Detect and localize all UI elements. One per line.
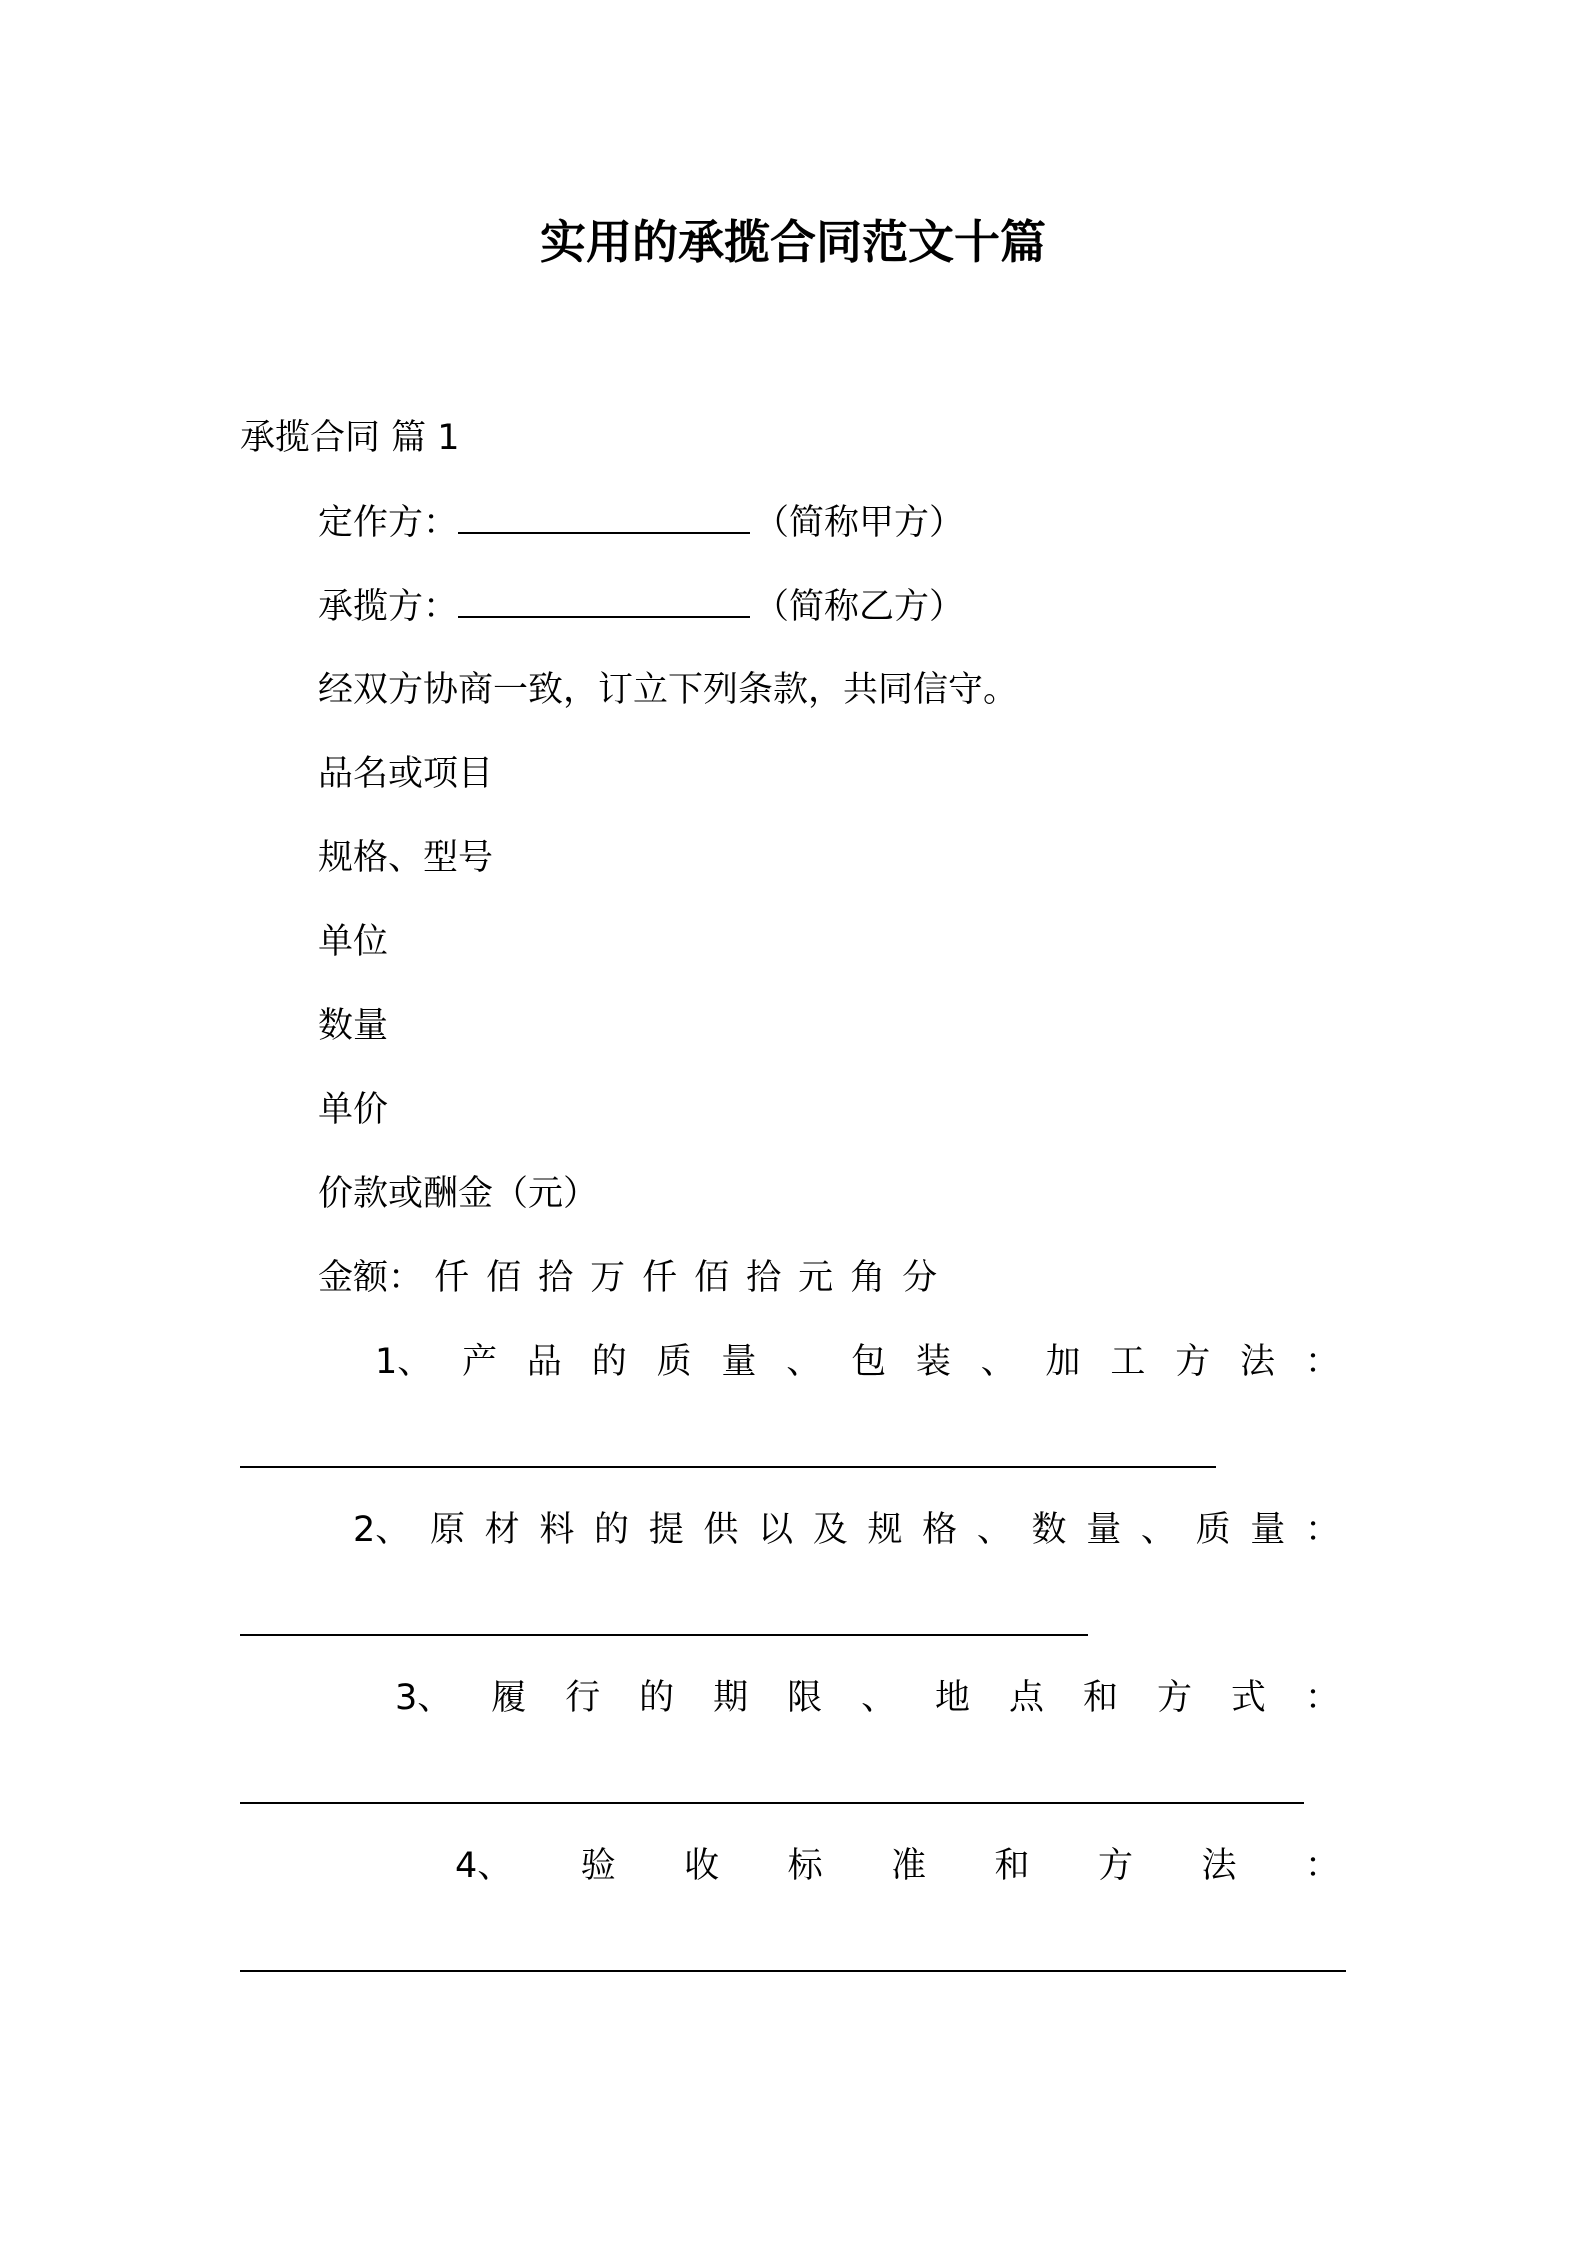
clause-char: 、 [980,1342,1016,1382]
clause-number: 2、 [353,1510,411,1550]
amount-unit: 元 [798,1258,834,1298]
clause-char: 、 [861,1678,897,1718]
clause-4-blank-line [240,1970,1346,1972]
clause-3-blank-line [240,1802,1304,1804]
clause-char: ： [1304,1510,1340,1550]
clause-char: 点 [1009,1678,1045,1718]
clause-char: 、 [786,1342,822,1382]
clause-char: ： [1304,1678,1340,1718]
clause-char: 材 [484,1510,520,1550]
clause-char: 质 [656,1342,692,1382]
document-title: 实用的承揽合同范文十篇 [540,215,1046,269]
clause-char: ： [1304,1342,1340,1382]
field-spec-model: 规格、型号 [318,838,494,878]
party-b-line [318,582,964,631]
clause-char: 式 [1230,1678,1266,1718]
clause-char: 量 [1250,1510,1286,1550]
clause-number: 4、 [455,1846,513,1886]
clause-char: 产 [462,1342,498,1382]
clause-char: 提 [648,1510,684,1550]
amount-unit: 仟 [642,1258,678,1298]
amount-unit: 佰 [486,1258,522,1298]
clause-char: 加 [1045,1342,1081,1382]
clause-char: 原 [429,1510,465,1550]
clause-char: 和 [994,1846,1030,1886]
amount-unit: 角 [850,1258,886,1298]
clause-char: 及 [812,1510,848,1550]
clause-2 [240,1506,1340,1554]
amount-unit: 万 [590,1258,626,1298]
amount-line [318,1254,954,1302]
clause-char: 行 [565,1678,601,1718]
clause-char: 履 [491,1678,527,1718]
clause-2-blank-line [240,1634,1088,1636]
clause-char: 量 [721,1342,757,1382]
amount-unit: 佰 [694,1258,730,1298]
clause-char: 准 [891,1846,927,1886]
clause-char: 工 [1110,1342,1146,1382]
clause-char: 标 [787,1846,823,1886]
party-b-blank [458,582,750,618]
clause-char: 品 [526,1342,562,1382]
clause-char: 、 [1140,1510,1176,1550]
party-a-blank [458,498,750,534]
clause-char: 限 [787,1678,823,1718]
clause-3 [240,1674,1340,1722]
clause-char: 法 [1240,1342,1276,1382]
amount-unit: 拾 [538,1258,574,1298]
clause-1 [240,1338,1340,1386]
clause-char: 方 [1097,1846,1133,1886]
field-price-or-fee: 价款或酬金（元） [318,1174,599,1214]
party-b-label: 承揽方： [318,587,459,627]
clause-char: 方 [1156,1678,1192,1718]
field-unit: 单位 [318,922,389,962]
clause-char: ： [1304,1846,1340,1886]
clause-char: 供 [703,1510,739,1550]
party-a-line [318,498,964,547]
amount-label: 金额： [318,1258,424,1298]
field-unit-price: 单价 [318,1090,389,1130]
clause-char: 包 [851,1342,887,1382]
clause-char: 的 [594,1510,630,1550]
amount-units [434,1254,954,1302]
amount-unit: 分 [902,1258,938,1298]
party-a-label: 定作方： [318,503,459,543]
field-quantity: 数量 [318,1006,389,1046]
clause-char: 的 [639,1678,675,1718]
clause-char: 以 [758,1510,794,1550]
clause-char: 质 [1195,1510,1231,1550]
field-item-name: 品名或项目 [318,754,494,794]
clause-char: 方 [1175,1342,1211,1382]
clause-char: 地 [935,1678,971,1718]
clause-char: 和 [1082,1678,1118,1718]
clause-char: 装 [915,1342,951,1382]
clause-char: 量 [1086,1510,1122,1550]
party-b-suffix: （简称乙方） [754,587,965,627]
clause-char: 料 [539,1510,575,1550]
clause-char: 法 [1201,1846,1237,1886]
section-heading: 承揽合同 篇 1 [240,418,460,458]
amount-unit: 仟 [434,1258,470,1298]
amount-unit: 拾 [746,1258,782,1298]
clause-char: 、 [976,1510,1012,1550]
clause-char: 规 [867,1510,903,1550]
clause-char: 的 [591,1342,627,1382]
clause-char: 格 [922,1510,958,1550]
clause-number: 1、 [375,1342,433,1382]
clause-4 [240,1842,1340,1890]
agreement-text: 经双方协商一致，订立下列条款，共同信守。 [318,670,1019,710]
clause-char: 期 [713,1678,749,1718]
clause-1-blank-line [240,1466,1216,1468]
clause-char: 收 [684,1846,720,1886]
clause-char: 数 [1031,1510,1067,1550]
clause-char: 验 [580,1846,616,1886]
clause-number: 3、 [395,1678,453,1718]
party-a-suffix: （简称甲方） [754,503,965,543]
